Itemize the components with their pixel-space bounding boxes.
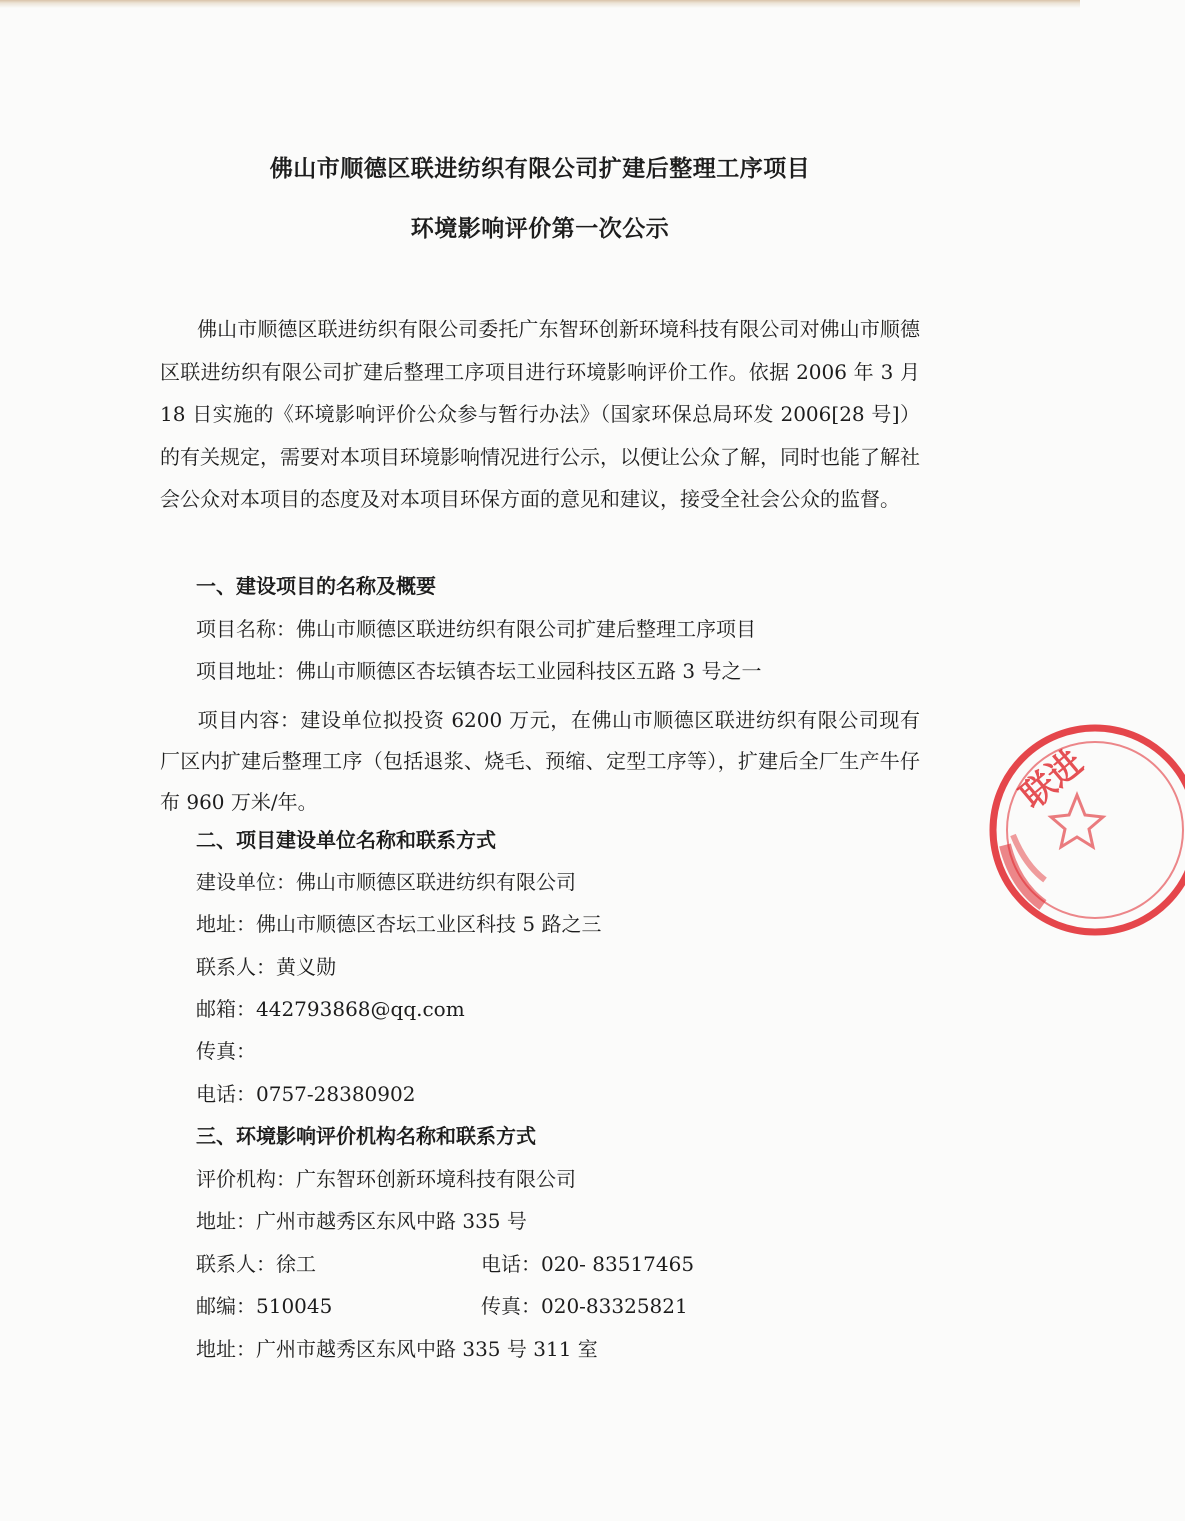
paper-edge (0, 0, 1080, 8)
agency-fax: 传真：020-83325821 (481, 1294, 688, 1318)
project-name: 项目名称：佛山市顺德区联进纺织有限公司扩建后整理工序项目 (196, 617, 756, 641)
agency-name: 评价机构：广东智环创新环境科技有限公司 (196, 1167, 576, 1191)
builder-phone: 电话：0757-28380902 (196, 1082, 416, 1106)
section1-heading: 一、建设项目的名称及概要 (196, 574, 436, 598)
builder-address: 地址：佛山市顺德区杏坛工业区科技 5 路之三 (196, 912, 602, 936)
agency-address: 地址：广州市越秀区东风中路 335 号 (196, 1209, 527, 1233)
section2-heading: 二、项目建设单位名称和联系方式 (196, 828, 496, 852)
project-address: 项目地址：佛山市顺德区杏坛镇杏坛工业园科技区五路 3 号之一 (196, 659, 762, 683)
agency-postcode: 邮编：510045 (196, 1294, 333, 1318)
builder-fax: 传真： (196, 1039, 256, 1063)
agency-phone: 电话：020- 83517465 (481, 1252, 695, 1276)
intro-paragraph (160, 308, 920, 521)
document-title-line2: 环境影响评价第一次公示 (410, 215, 670, 242)
agency-address-room: 地址：广州市越秀区东风中路 335 号 311 室 (196, 1337, 598, 1361)
project-content-text: 项目内容：建设单位拟投资 6200 万元，在佛山市顺德区联进纺织有限公司现有厂区内扩建后整理工序（包括退浆、烧毛、预缩、定型工序等），扩建后全厂生产牛仔布 960 万米/年。 (160, 708, 920, 814)
company-seal-stamp (985, 715, 1185, 945)
builder-email: 邮箱：442793868@qq.com (196, 997, 465, 1021)
document-title-line1: 佛山市顺德区联进纺织有限公司扩建后整理工序项目 (269, 155, 811, 182)
section3-heading: 三、环境影响评价机构名称和联系方式 (196, 1124, 536, 1148)
builder-contact: 联系人：黄义勋 (196, 955, 336, 979)
builder-unit: 建设单位：佛山市顺德区联进纺织有限公司 (196, 870, 576, 894)
agency-contact: 联系人：徐工 (196, 1252, 316, 1276)
intro-text: 佛山市顺德区联进纺织有限公司委托广东智环创新环境科技有限公司对佛山市顺德区联进纺织有限公司扩建后整理工序项目进行环境影响评价工作。依据 2006 年 3 月 18 日实施的《环境影响评价公众参与暂行办法》（国家环保总局环发 2006[28 号]）的有关规定，需要对本项目环境影响情况进行公示，以便让公众了解，同时也能了解社会公众对本项目的态度及对本项目环保方面的意见和建议，接受全社会公众的监督。 (160, 317, 920, 511)
project-content (160, 700, 920, 823)
seal-text: 联进 (1013, 742, 1091, 817)
